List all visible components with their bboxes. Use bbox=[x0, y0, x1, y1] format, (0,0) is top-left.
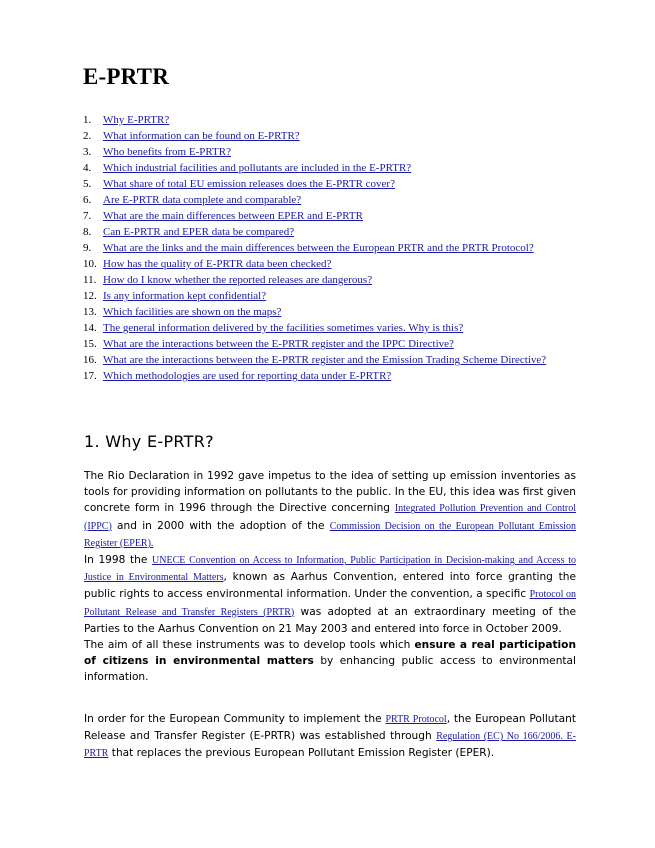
toc-link[interactable]: What are the interactions between the E-PRTR register and the Emission Trading Scheme Directive? bbox=[103, 354, 547, 366]
toc-item bbox=[83, 160, 563, 176]
toc-item bbox=[83, 224, 563, 240]
toc-link[interactable]: What information can be found on E-PRTR? bbox=[103, 130, 300, 142]
toc-number: 8. bbox=[83, 226, 92, 238]
toc-number: 1. bbox=[83, 114, 92, 126]
toc-item bbox=[83, 288, 563, 304]
toc-link[interactable]: What share of total EU emission releases does the E-PRTR cover? bbox=[103, 178, 395, 190]
paragraph-text: In order for the European Community to implement the bbox=[84, 713, 386, 725]
table-of-contents bbox=[83, 112, 563, 384]
toc-number: 6. bbox=[83, 194, 92, 206]
toc-number: 2. bbox=[83, 130, 92, 142]
paragraph-text: and in 2000 with the adoption of the bbox=[111, 519, 330, 532]
toc-number: 7. bbox=[83, 210, 92, 222]
ippc-link[interactable]: Integrated Pollution Prevention and Control (IPPC) bbox=[84, 503, 576, 532]
prtr-protocol-link-2[interactable]: PRTR Protocol bbox=[385, 714, 447, 725]
toc-number: 16. bbox=[83, 354, 97, 366]
toc-number: 12. bbox=[83, 290, 97, 302]
toc-item bbox=[83, 320, 563, 336]
toc-link[interactable]: Which industrial facilities and pollutants are included in the E-PRTR? bbox=[103, 162, 412, 174]
toc-number: 3. bbox=[83, 146, 92, 158]
toc-number: 15. bbox=[83, 338, 97, 350]
section-paragraph bbox=[84, 711, 576, 763]
toc-number: 14. bbox=[83, 322, 97, 334]
section-heading: 1. Why E-PRTR? bbox=[84, 432, 214, 451]
paragraph-text: that replaces the previous European Pollutant Emission Register (EPER). bbox=[108, 747, 495, 760]
toc-link[interactable]: Who benefits from E-PRTR? bbox=[103, 146, 231, 158]
toc-item bbox=[83, 336, 563, 352]
toc-item bbox=[83, 176, 563, 192]
paragraph-text: , the European Pollutant Release and Transfer Register (E-PRTR) was established through bbox=[84, 713, 577, 743]
unece-convention-link[interactable]: UNECE Convention on Access to Information, Public Participation in Decision-making and Access to Justice in Environmental Matters bbox=[84, 555, 576, 584]
toc-link[interactable]: What are the links and the main differences between the European PRTR and the PRTR Protocol? bbox=[103, 242, 534, 254]
section-paragraph bbox=[84, 468, 576, 686]
paragraph-text: by enhancing public access to environmental information. bbox=[84, 655, 576, 684]
toc-link[interactable]: How do I know whether the reported releases are dangerous? bbox=[103, 274, 373, 286]
toc-link[interactable]: Why E-PRTR? bbox=[103, 114, 170, 126]
toc-link[interactable]: How has the quality of E-PRTR data been checked? bbox=[103, 258, 332, 270]
regulation-link[interactable]: Regulation (EC) No 166/2006. E-PRTR bbox=[84, 731, 576, 760]
toc-number: 10. bbox=[83, 258, 97, 270]
toc-item bbox=[83, 128, 563, 144]
toc-item bbox=[83, 256, 563, 272]
toc-link[interactable]: Is any information kept confidential? bbox=[103, 290, 267, 302]
toc-item bbox=[83, 240, 563, 256]
toc-number: 4. bbox=[83, 162, 92, 174]
toc-item bbox=[83, 192, 563, 208]
toc-link[interactable]: The general information delivered by the facilities sometimes varies. Why is this? bbox=[103, 322, 464, 334]
page-title: E-PRTR bbox=[83, 64, 170, 89]
paragraph-text: The Rio Declaration in 1992 gave impetus to the idea of setting up emission inventories as tools for providing information on pollutants to the public. In the EU, this idea was first given concrete form in 1996 through the Directive concerning bbox=[84, 470, 576, 515]
paragraph-text: , known as Aarhus Convention, entered into force granting the public rights to access environmental information. Under the convention, a specific bbox=[84, 571, 576, 601]
paragraph-text: In 1998 the bbox=[84, 554, 153, 567]
toc-link[interactable]: What are the main differences between EPER and E-PRTR bbox=[103, 210, 363, 222]
toc-item bbox=[83, 144, 563, 160]
toc-item bbox=[83, 352, 563, 368]
toc-link[interactable]: Are E-PRTR data complete and comparable? bbox=[103, 194, 302, 206]
paragraph-text: was adopted at an extraordinary meeting of the Parties to the Aarhus Convention on 21 May 2003 and entered into force in October 2009. bbox=[84, 605, 576, 635]
toc-number: 9. bbox=[83, 242, 92, 254]
toc-item bbox=[83, 272, 563, 288]
toc-link[interactable]: What are the interactions between the E-PRTR register and the IPPC Directive? bbox=[103, 338, 454, 350]
bold-emphasis: ensure a real participation of citizens in environmental matters bbox=[84, 639, 576, 668]
toc-number: 13. bbox=[83, 306, 97, 318]
toc-link[interactable]: Which methodologies are used for reporting data under E-PRTR? bbox=[103, 370, 392, 382]
toc-link[interactable]: Can E-PRTR and EPER data be compared? bbox=[103, 226, 295, 238]
toc-number: 17. bbox=[83, 370, 97, 382]
toc-number: 11. bbox=[83, 274, 97, 286]
toc-item bbox=[83, 208, 563, 224]
toc-item bbox=[83, 304, 563, 320]
toc-number: 5. bbox=[83, 178, 92, 190]
paragraph-text: The aim of all these instruments was to develop tools which bbox=[84, 639, 415, 652]
toc-item bbox=[83, 112, 563, 128]
toc-item bbox=[83, 368, 563, 384]
toc-link[interactable]: Which facilities are shown on the maps? bbox=[103, 306, 282, 318]
prtr-protocol-link[interactable]: Protocol on Pollutant Release and Transfer Registers (PRTR) bbox=[84, 589, 576, 618]
eper-decision-link[interactable]: Commission Decision on the European Pollutant Emission Register (EPER). bbox=[84, 520, 576, 549]
